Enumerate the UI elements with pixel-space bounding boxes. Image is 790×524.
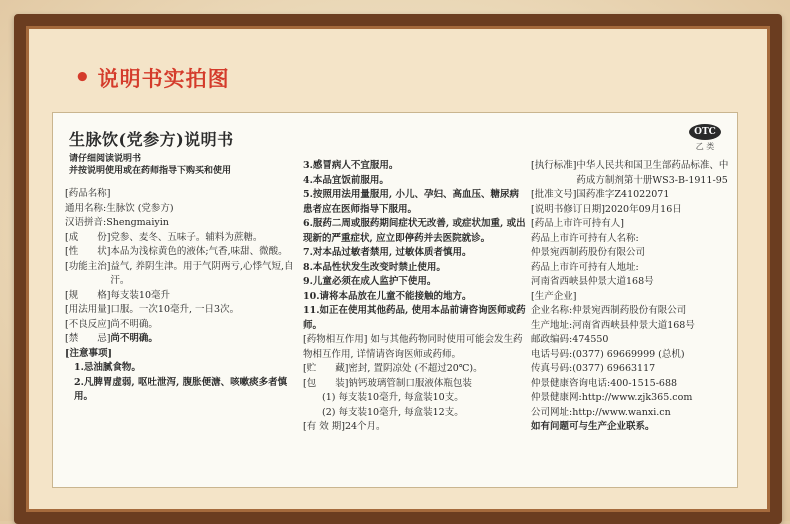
precaution-3: 3.感冒病人不宜服用。 <box>303 160 399 171</box>
mah-name-label: 药品上市许可持有人名称: <box>531 232 639 244</box>
dosage-value: 口服。一次10毫升, 一日3次。 <box>110 304 240 315</box>
section-heading <box>74 60 230 96</box>
standard-value: 中华人民共和国卫生部药品标准、中药成方制剂第十册WS3-B-1911-95 <box>576 160 729 186</box>
fax-row <box>531 362 729 377</box>
composition-label: [成 份] <box>65 231 111 243</box>
interactions-value: 如与其他药物同时使用可能会发生药物相互作用, 详情请咨询医师或药师。 <box>303 334 523 360</box>
manufacturer-name-value: 仲景宛西制药股份有限公司 <box>572 305 687 316</box>
phone-label: 电话号码: <box>531 348 573 360</box>
adverse-value: 尚不明确。 <box>110 318 158 330</box>
storage-value: 密封, 置阴凉处 (不超过20℃)。 <box>348 363 483 374</box>
precaution-1: 1.忌油腻食物。 <box>74 362 141 373</box>
precaution-8: 8.本品性状发生改变时禁止使用。 <box>303 261 446 273</box>
fax-label: 传真号码: <box>531 363 573 374</box>
generic-name-row <box>65 202 297 217</box>
company-site-value: http://www.wanxi.cn <box>572 406 671 418</box>
contraindication-row <box>65 332 297 347</box>
warning-line-2: 并按说明使用或在药师指导下购买和使用 <box>69 166 232 176</box>
interactions-row <box>303 333 527 362</box>
otc-label: OTC <box>689 124 721 140</box>
otc-badge <box>687 119 723 152</box>
phone-row <box>531 348 729 363</box>
contraindication-value: 尚不明确。 <box>110 333 158 344</box>
generic-name-label: 通用名称: <box>65 202 107 214</box>
hotline-row <box>531 377 729 392</box>
precaution-7: 7.对本品过敏者禁用, 过敏体质者慎用。 <box>303 247 472 258</box>
mah-name: 仲景宛西制药股份有限公司 <box>531 247 646 258</box>
bullet-dot: • <box>74 63 92 93</box>
warning-line-1: 请仔细阅读说明书 <box>69 154 142 164</box>
hotline-value: 400-1515-688 <box>610 377 678 389</box>
pinyin-row <box>65 216 297 231</box>
packaging-option-2: (2) 每支装10毫升, 每盒装12支。 <box>322 406 464 418</box>
manufacturer-address-row <box>531 319 729 334</box>
storage-label: [贮 藏] <box>303 363 349 374</box>
contact-note: 如有问题可与生产企业联系。 <box>531 421 655 432</box>
fax-value: (0377) 69663117 <box>572 363 656 374</box>
properties-row <box>65 245 297 260</box>
precaution-6: 6.服药二周或服药期间症状无改善, 或症状加重, 或出现新的严重症状, 应立即停药并去医院就诊。 <box>303 218 526 244</box>
precautions-header: [注意事项] <box>65 347 112 359</box>
approval-row <box>531 188 729 203</box>
expiry-label: [有 效 期] <box>303 421 345 432</box>
mah-address: 河南省西峡县仲景大道168号 <box>531 276 654 287</box>
specification-value: 每支装10毫升 <box>110 289 171 301</box>
precaution-2: 2.凡脾胃虚弱, 呕吐泄泻, 腹胀便溏、咳嗽痰多者慎用。 <box>74 376 288 402</box>
specification-label: [规 格] <box>65 289 111 301</box>
phone-value: (0377) 69669999 (总机) <box>572 348 685 360</box>
properties-value: 本品为浅棕黄色的液体;气香,味甜、微酸。 <box>110 246 288 257</box>
leaflet-title: 生脉饮(党参方)说明书 <box>69 130 234 149</box>
revision-value: 2020年09月16日 <box>604 203 682 215</box>
dosage-row <box>65 303 297 318</box>
leaflet-column-3 <box>531 159 729 435</box>
adverse-row <box>65 318 297 333</box>
revision-label: [说明书修订日期] <box>531 203 605 215</box>
dosage-label: [用法用量] <box>65 304 111 315</box>
manufacturer-address-label: 生产地址: <box>531 319 573 331</box>
manufacturer-name-label: 企业名称: <box>531 305 573 316</box>
indications-value: 益气, 养阴生津。用于气阴两亏,心悸气短,自汗。 <box>110 260 294 286</box>
precaution-5: 5.按照用法用量服用, 小儿、孕妇、高血压、糖尿病患者应在医师指导下服用。 <box>303 189 520 215</box>
company-site-label: 公司网址: <box>531 406 573 418</box>
section-heading-text: 说明书实拍图 <box>97 67 230 91</box>
approval-value: 国药准字Z41022071 <box>576 189 670 200</box>
storage-row <box>303 362 527 377</box>
health-site-value: http://www.zjk365.com <box>581 392 693 403</box>
expiry-row <box>303 420 527 435</box>
properties-label: [性 状] <box>65 246 111 257</box>
precaution-9: 9.儿童必须在成人监护下使用。 <box>303 276 437 287</box>
manufacturer-name-row <box>531 304 729 319</box>
mah-address-label: 药品上市许可持有人地址: <box>531 261 639 273</box>
composition-value: 党参、麦冬、五味子。辅料为蔗糖。 <box>110 231 263 243</box>
standard-row <box>531 159 729 188</box>
precaution-11: 11.如正在使用其他药品, 使用本品前请咨询医师或药师。 <box>303 305 526 331</box>
adverse-label: [不良反应] <box>65 318 111 330</box>
zip-value: 474550 <box>572 334 609 345</box>
hotline-label: 仲景健康咨询电话: <box>531 377 611 389</box>
approval-label: [批准文号] <box>531 189 577 200</box>
zip-row <box>531 333 729 348</box>
expiry-value: 24个月。 <box>344 421 386 432</box>
contraindication-label: [禁 忌] <box>65 333 111 344</box>
leaflet-sheet <box>52 112 738 488</box>
zip-label: 邮政编码: <box>531 334 573 345</box>
interactions-label: [药物相互作用] <box>303 334 368 345</box>
packaging-value: 钠钙玻璃管制口服液体瓶包装 <box>348 377 472 389</box>
health-site-label: 仲景健康网: <box>531 392 582 403</box>
manufacturer-header: [生产企业] <box>531 290 577 302</box>
manufacturer-address-value: 河南省西峡县仲景大道168号 <box>572 319 695 331</box>
generic-name-value: 生脉饮 (党参方) <box>106 202 174 214</box>
standard-label: [执行标准] <box>531 160 577 171</box>
pinyin-label: 汉语拼音: <box>65 217 107 228</box>
packaging-row <box>303 377 527 392</box>
packaging-option-1: (1) 每支装10毫升, 每盒装10支。 <box>322 392 464 403</box>
revision-row <box>531 203 729 218</box>
pinyin-value: Shengmaiyin <box>106 217 169 228</box>
indications-label: [功能主治] <box>65 260 111 272</box>
otc-sub-label: 乙 类 <box>695 142 715 151</box>
read-warning <box>69 153 231 177</box>
company-site-row <box>531 406 729 421</box>
packaging-label: [包 装] <box>303 377 349 389</box>
health-site-row <box>531 391 729 406</box>
leaflet-column-1 <box>65 187 297 405</box>
composition-row <box>65 231 297 246</box>
leaflet-column-2 <box>303 159 527 435</box>
mah-header: [药品上市许可持有人] <box>531 218 624 229</box>
drug-name-header: [药品名称] <box>65 188 111 199</box>
precaution-10: 10.请将本品放在儿童不能接触的地方。 <box>303 290 472 302</box>
precaution-4: 4.本品宜饭前服用。 <box>303 174 389 186</box>
indications-row <box>65 260 297 289</box>
specification-row <box>65 289 297 304</box>
